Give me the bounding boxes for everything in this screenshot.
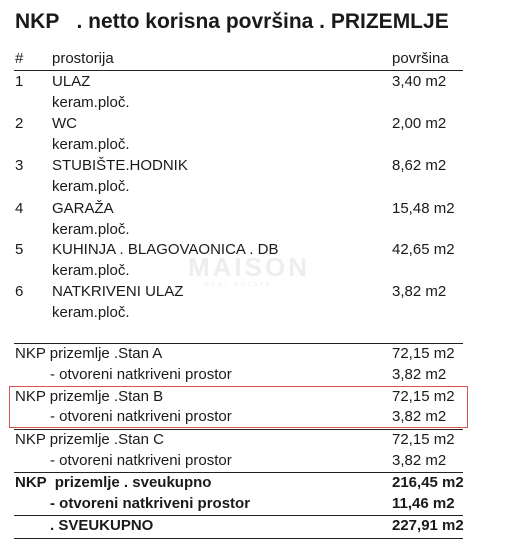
room-area: 2,00 m2 xyxy=(392,115,447,132)
total-sub-area: 11,46 m2 xyxy=(392,495,455,512)
summary-sub-label: - otvoreni natkriveni prostor xyxy=(50,452,232,469)
grand-total-underline xyxy=(14,538,463,539)
summary-sub-area: 3,82 m2 xyxy=(392,408,447,425)
summary-label: NKP prizemlje .Stan C xyxy=(15,431,164,448)
room-number: 1 xyxy=(15,73,24,90)
total-sub-row xyxy=(0,495,515,516)
room-name: GARAŽA xyxy=(52,200,114,217)
room-floor: keram.ploč. xyxy=(52,221,130,238)
summary-label: NKP prizemlje .Stan B xyxy=(15,388,164,405)
summary-area: 72,15 m2 xyxy=(392,388,455,405)
summary-row xyxy=(0,345,515,366)
summary-label: NKP prizemlje .Stan A xyxy=(15,345,163,362)
summary-divider xyxy=(14,429,463,430)
room-row xyxy=(0,157,515,178)
room-area: 42,65 m2 xyxy=(392,241,455,258)
highlight-box xyxy=(9,386,468,428)
room-row xyxy=(0,200,515,221)
summary-divider xyxy=(14,343,463,344)
header-num: # xyxy=(15,50,24,67)
grand-total-area: 227,91 m2 xyxy=(392,517,464,534)
room-floor: keram.ploč. xyxy=(52,262,130,279)
room-floor: keram.ploč. xyxy=(52,304,130,321)
room-area: 8,62 m2 xyxy=(392,157,447,174)
total-sub-label: - otvoreni natkriveni prostor xyxy=(50,495,251,512)
summary-sub-row xyxy=(0,366,515,387)
room-name: NATKRIVENI ULAZ xyxy=(52,283,184,300)
room-number: 3 xyxy=(15,157,24,174)
room-area: 3,82 m2 xyxy=(392,283,447,300)
summary-area: 72,15 m2 xyxy=(392,345,455,362)
room-floor: keram.ploč. xyxy=(52,136,130,153)
room-area: 15,48 m2 xyxy=(392,200,455,217)
room-row xyxy=(0,283,515,304)
summary-sub-label: - otvoreni natkriveni prostor xyxy=(50,366,232,383)
room-number: 5 xyxy=(15,241,24,258)
summary-sub-area: 3,82 m2 xyxy=(392,452,447,469)
header-area: površina xyxy=(392,50,449,67)
room-row xyxy=(0,241,515,262)
summary-sub-area: 3,82 m2 xyxy=(392,366,447,383)
total-area: 216,45 m2 xyxy=(392,474,464,491)
room-name: ULAZ xyxy=(52,73,91,90)
room-floor: keram.ploč. xyxy=(52,94,130,111)
room-name: STUBIŠTE.HODNIK xyxy=(52,157,188,174)
room-number: 4 xyxy=(15,200,24,217)
total-label: NKP prizemlje . sveukupno xyxy=(15,474,212,491)
summary-row xyxy=(0,431,515,452)
header-divider xyxy=(14,70,463,71)
totals-divider xyxy=(14,472,463,473)
room-area: 3,40 m2 xyxy=(392,73,447,90)
summary-sub-row xyxy=(0,452,515,473)
room-name: WC xyxy=(52,115,77,132)
summary-sub-label: - otvoreni natkriveni prostor xyxy=(50,408,232,425)
room-floor: keram.ploč. xyxy=(52,178,130,195)
grand-total-divider xyxy=(14,515,463,516)
grand-total-label: . SVEUKUPNO xyxy=(50,517,154,534)
summary-area: 72,15 m2 xyxy=(392,431,455,448)
room-number: 6 xyxy=(15,283,24,300)
grand-total-row xyxy=(0,517,515,538)
room-row xyxy=(0,115,515,136)
header-room: prostorija xyxy=(52,50,114,67)
total-row xyxy=(0,474,515,495)
page-title: NKP . netto korisna površina . PRIZEMLJE xyxy=(15,10,449,33)
room-number: 2 xyxy=(15,115,24,132)
watermark-logo: MAISON xyxy=(188,252,310,282)
room-row xyxy=(0,73,515,94)
room-name: KUHINJA . BLAGOVAONICA . DB xyxy=(52,241,279,258)
watermark-subtext: REAL ESTATE xyxy=(204,282,273,289)
